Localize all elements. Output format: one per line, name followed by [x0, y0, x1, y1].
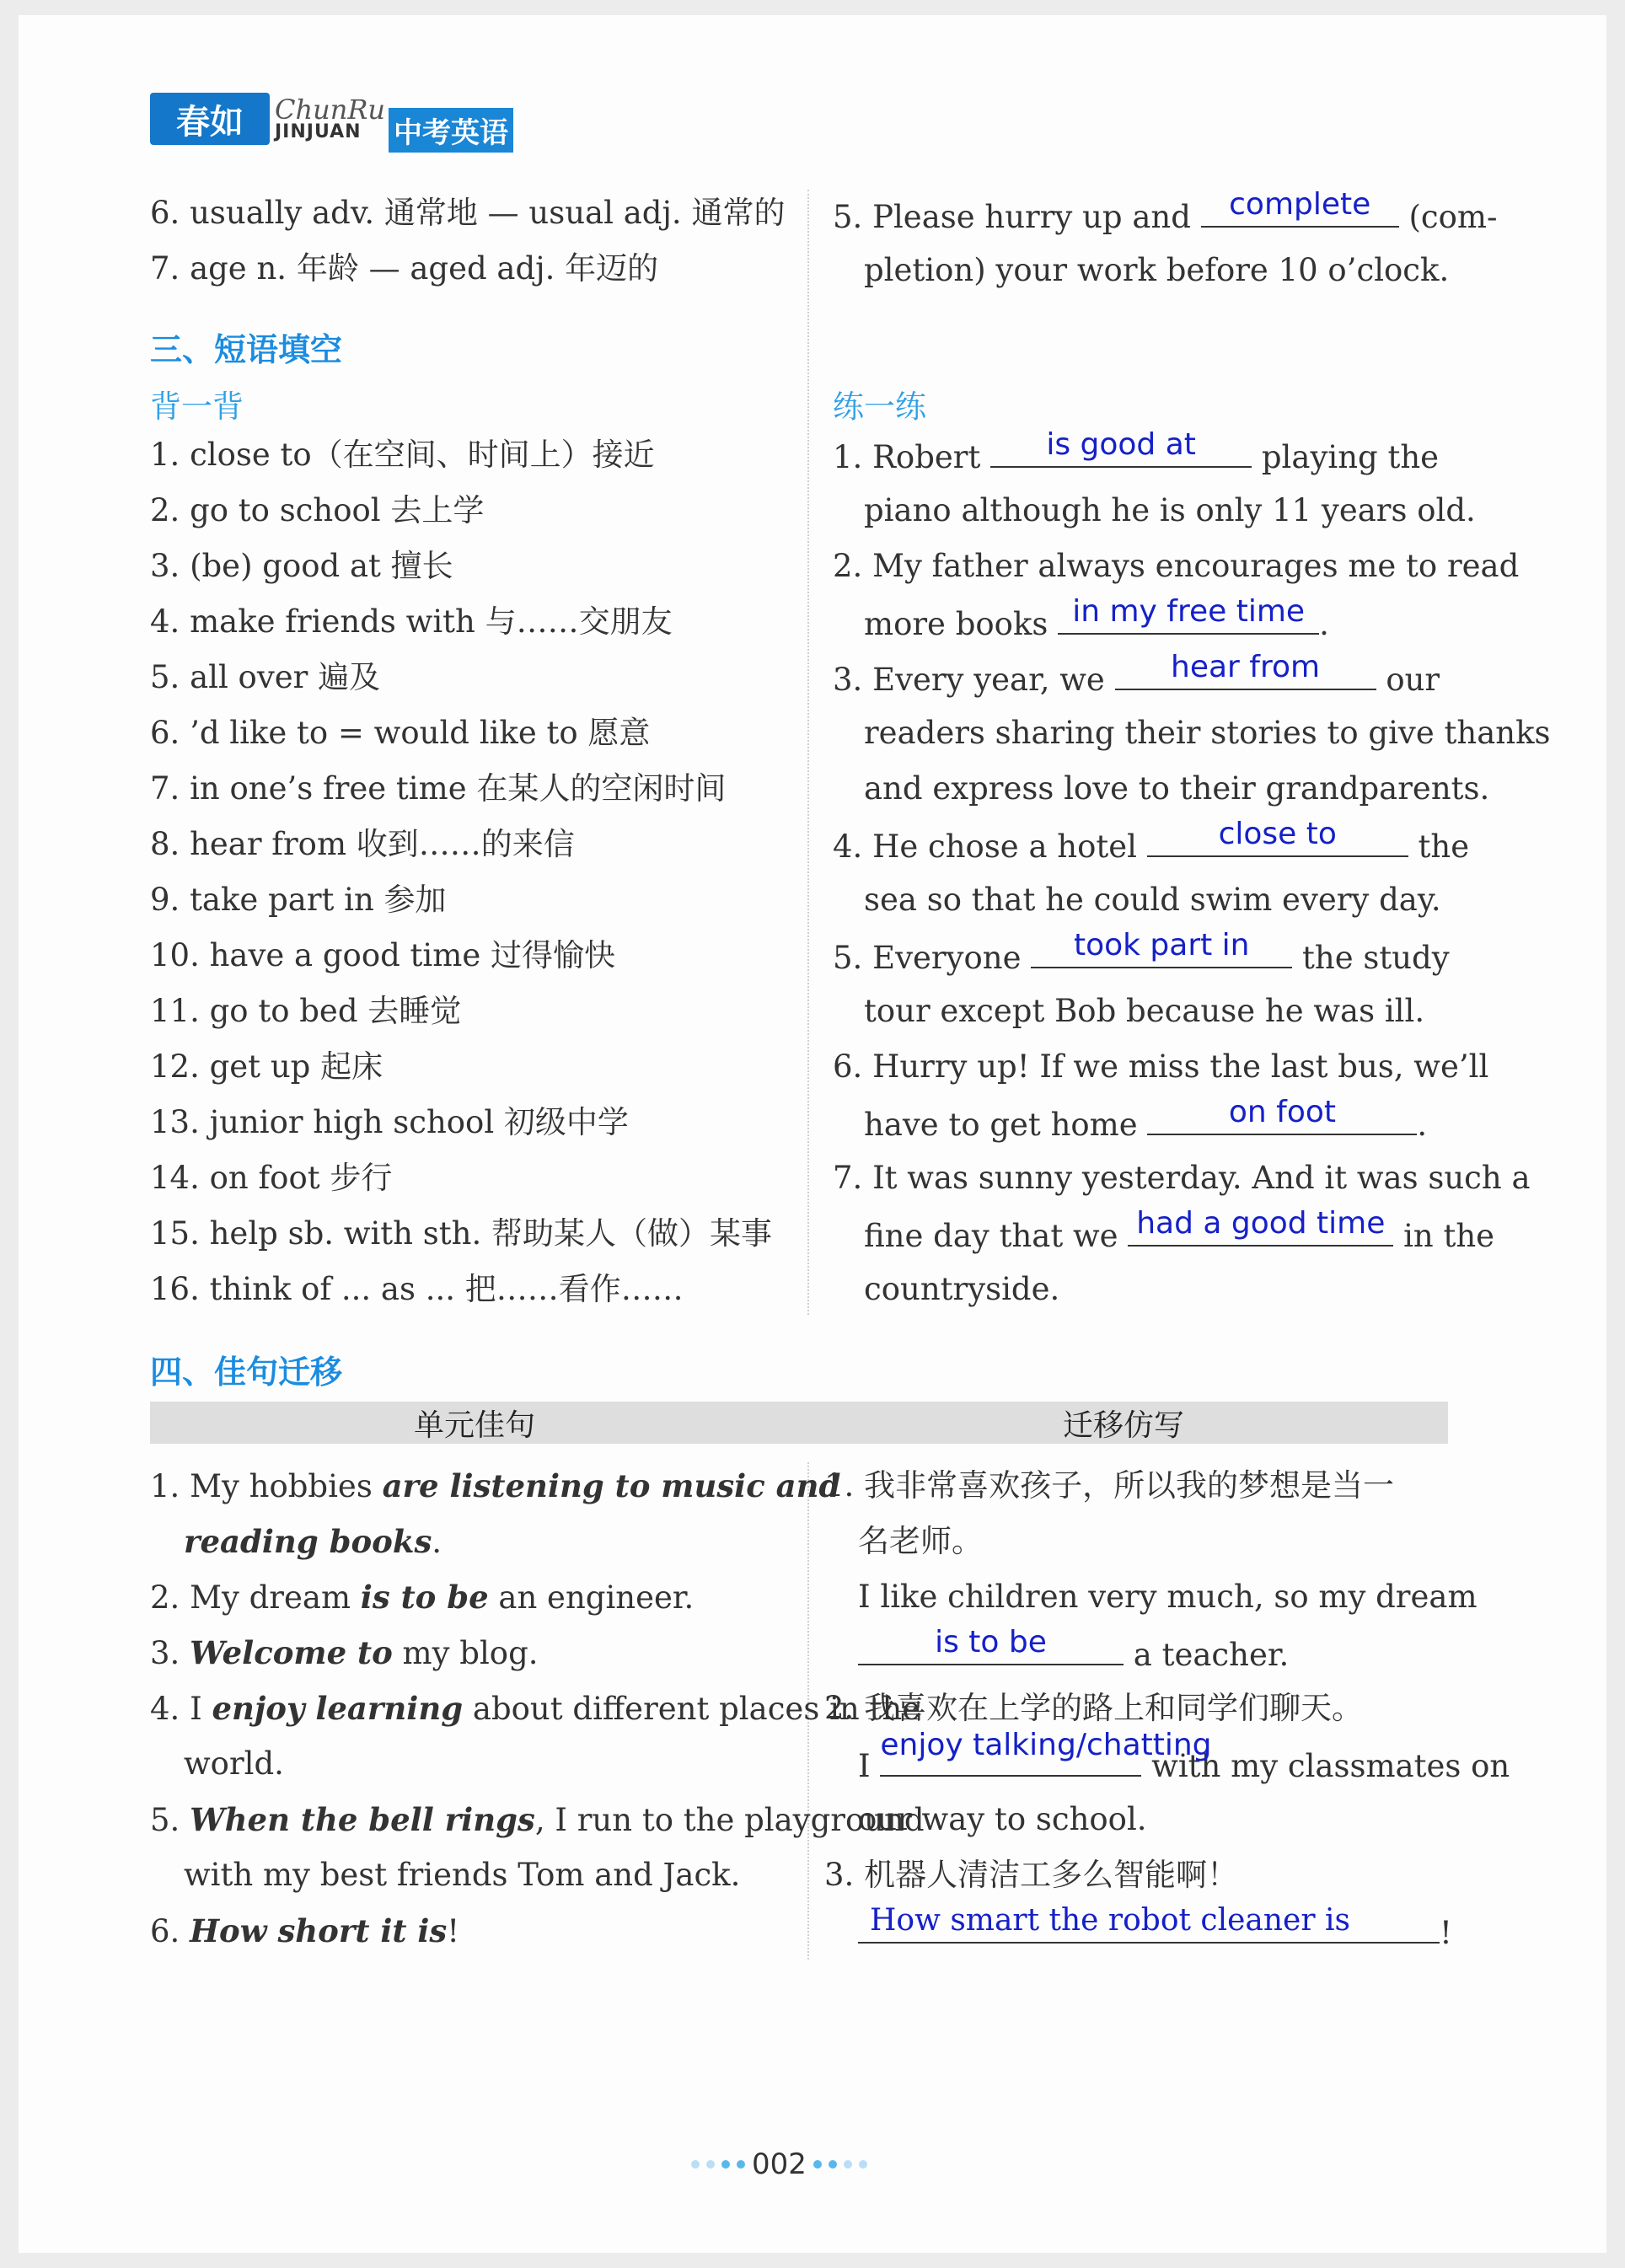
- dot-icon: [859, 2160, 867, 2169]
- answer-blank[interactable]: is good at: [990, 437, 1252, 468]
- exercise-3-line2: readers sharing their stories to give thanks: [864, 715, 1551, 751]
- section-title-4: 四、佳句迁移: [150, 1354, 343, 1391]
- dot-icon: [813, 2160, 822, 2169]
- vocab-item-6: 6. usually adv. 通常地 — usual adj. 通常的: [150, 195, 786, 231]
- imitation-2: 2. 我喜欢在上学的路上和同学们聊天。: [824, 1690, 1364, 1726]
- phrase-item: 13. junior high school 初级中学: [150, 1104, 629, 1140]
- phrase-item: 2. go to school 去上学: [150, 492, 485, 528]
- imitation-1-line2: 名老师。: [858, 1523, 983, 1559]
- answer-blank[interactable]: on foot: [1147, 1105, 1417, 1135]
- answer-blank[interactable]: had a good time: [1128, 1216, 1393, 1247]
- sentence-1-line2: reading books.: [184, 1523, 442, 1560]
- phrase-item: 9. take part in 参加: [150, 882, 447, 918]
- imitation-1-line3: I like children very much, so my dream: [858, 1579, 1478, 1615]
- sentence-4: 4. I enjoy learning about different places in the: [150, 1690, 921, 1727]
- phrase-item: 6. ’d like to = would like to 愿意: [150, 715, 651, 751]
- section4-header-bar: [150, 1402, 1448, 1444]
- imitation-3: 3. 机器人清洁工多么智能啊！: [824, 1857, 1239, 1893]
- phrase-item: 7. in one’s free time 在某人的空闲时间: [150, 770, 727, 807]
- answer-blank[interactable]: enjoy talking/chatting: [880, 1746, 1141, 1777]
- memorize-title: 背一背: [150, 389, 244, 425]
- exercise-3-line3: and express love to their grandparents.: [864, 770, 1490, 807]
- phrase-item: 8. hear from 收到……的来信: [150, 826, 575, 862]
- phrase-item: 15. help sb. with sth. 帮助某人（做）某事: [150, 1215, 772, 1252]
- phrase-item: 16. think of ... as ... 把……看作……: [150, 1271, 684, 1307]
- logo-subtitle: JINJUAN: [275, 121, 362, 142]
- exercise-6-line2: have to get home on foot .: [864, 1095, 1428, 1143]
- header-logo: [150, 93, 513, 150]
- sentence-1: 1. My hobbies are listening to music and: [150, 1467, 841, 1504]
- column-divider: [807, 190, 809, 1315]
- exercise-1: 1. Robert is good at playing the: [833, 427, 1440, 475]
- imitation-3-line2: How smart the robot cleaner is !: [858, 1913, 1452, 1951]
- section-title-3: 三、短语填空: [150, 331, 343, 368]
- exercise-5b: 5. Everyone took part in the study: [833, 928, 1450, 976]
- page-number-text: 002: [752, 2147, 807, 2181]
- dot-icon: [829, 2160, 837, 2169]
- exercise-5b-line2: tour except Bob because he was ill.: [864, 993, 1425, 1029]
- sentence-5-line2: with my best friends Tom and Jack.: [184, 1857, 741, 1893]
- dot-icon: [721, 2160, 730, 2169]
- phrase-item: 14. on foot 步行: [150, 1160, 393, 1196]
- logo-english: ChunRu: [275, 94, 386, 126]
- practice-title: 练一练: [833, 389, 926, 425]
- exercise-2: 2. My father always encourages me to read: [833, 548, 1520, 584]
- exercise-4-line2: sea so that he could swim every day.: [864, 882, 1441, 918]
- logo-mark: 春如: [150, 93, 270, 145]
- answer-blank[interactable]: is to be: [858, 1635, 1124, 1665]
- sentence-2: 2. My dream is to be an engineer.: [150, 1579, 695, 1616]
- imitation-head: 迁移仿写: [1062, 1407, 1184, 1443]
- page-number: [691, 2147, 867, 2181]
- answer-blank[interactable]: took part in: [1031, 938, 1292, 968]
- imitation-2-line3: our way to school.: [858, 1801, 1147, 1837]
- unit-sentences-head: 单元佳句: [413, 1407, 535, 1443]
- imitation-2-line2: I enjoy talking/chatting with my classmates on: [858, 1728, 1510, 1784]
- sentence-3: 3. Welcome to my blog.: [150, 1634, 539, 1671]
- dot-icon: [844, 2160, 852, 2169]
- exercise-5: 5. Please hurry up and complete (com-: [833, 187, 1498, 235]
- sentence-6: 6. How short it is!: [150, 1912, 460, 1949]
- imitation-1-line4: is to be a teacher.: [858, 1635, 1289, 1673]
- exercise-2-line2: more books in my free time .: [864, 594, 1329, 642]
- answer-blank[interactable]: hear from: [1115, 660, 1376, 690]
- sentence-5: 5. When the bell rings, I run to the playground: [150, 1801, 925, 1838]
- phrase-item: 10. have a good time 过得愉快: [150, 937, 616, 973]
- answer-blank[interactable]: complete: [1201, 197, 1399, 228]
- exercise-4: 4. He chose a hotel close to the: [833, 817, 1470, 865]
- exercise-1-line2: piano although he is only 11 years old.: [864, 492, 1476, 528]
- answer-blank[interactable]: in my free time: [1058, 604, 1319, 635]
- phrase-item: 11. go to bed 去睡觉: [150, 993, 462, 1029]
- exercise-7-line3: countryside.: [864, 1271, 1060, 1307]
- imitation-1: 1. 我非常喜欢孩子，所以我的梦想是当一: [824, 1467, 1395, 1504]
- exercise-3: 3. Every year, we hear from our: [833, 650, 1440, 698]
- exercise-6: 6. Hurry up! If we miss the last bus, we’ll: [833, 1048, 1489, 1085]
- exercise-5-line2: pletion) your work before 10 o’clock.: [864, 252, 1450, 288]
- phrase-item: 1. close to（在空间、时间上）接近: [150, 437, 655, 473]
- exercise-7-line2: fine day that we had a good time in the: [864, 1206, 1495, 1254]
- logo-tag: 中考英语: [389, 108, 513, 153]
- phrase-item: 5. all over 遍及: [150, 659, 381, 695]
- sentence-4-line2: world.: [184, 1745, 284, 1782]
- answer-blank[interactable]: close to: [1147, 827, 1408, 857]
- dot-icon: [737, 2160, 745, 2169]
- answer-blank[interactable]: How smart the robot cleaner is: [858, 1913, 1440, 1944]
- dot-icon: [706, 2160, 715, 2169]
- dot-icon: [691, 2160, 700, 2169]
- phrase-item: 12. get up 起床: [150, 1048, 383, 1085]
- vocab-item-7: 7. age n. 年龄 — aged adj. 年迈的: [150, 250, 659, 287]
- phrase-item: 4. make friends with 与……交朋友: [150, 603, 673, 640]
- exercise-7: 7. It was sunny yesterday. And it was such a: [833, 1160, 1531, 1196]
- phrase-item: 3. (be) good at 擅长: [150, 548, 453, 584]
